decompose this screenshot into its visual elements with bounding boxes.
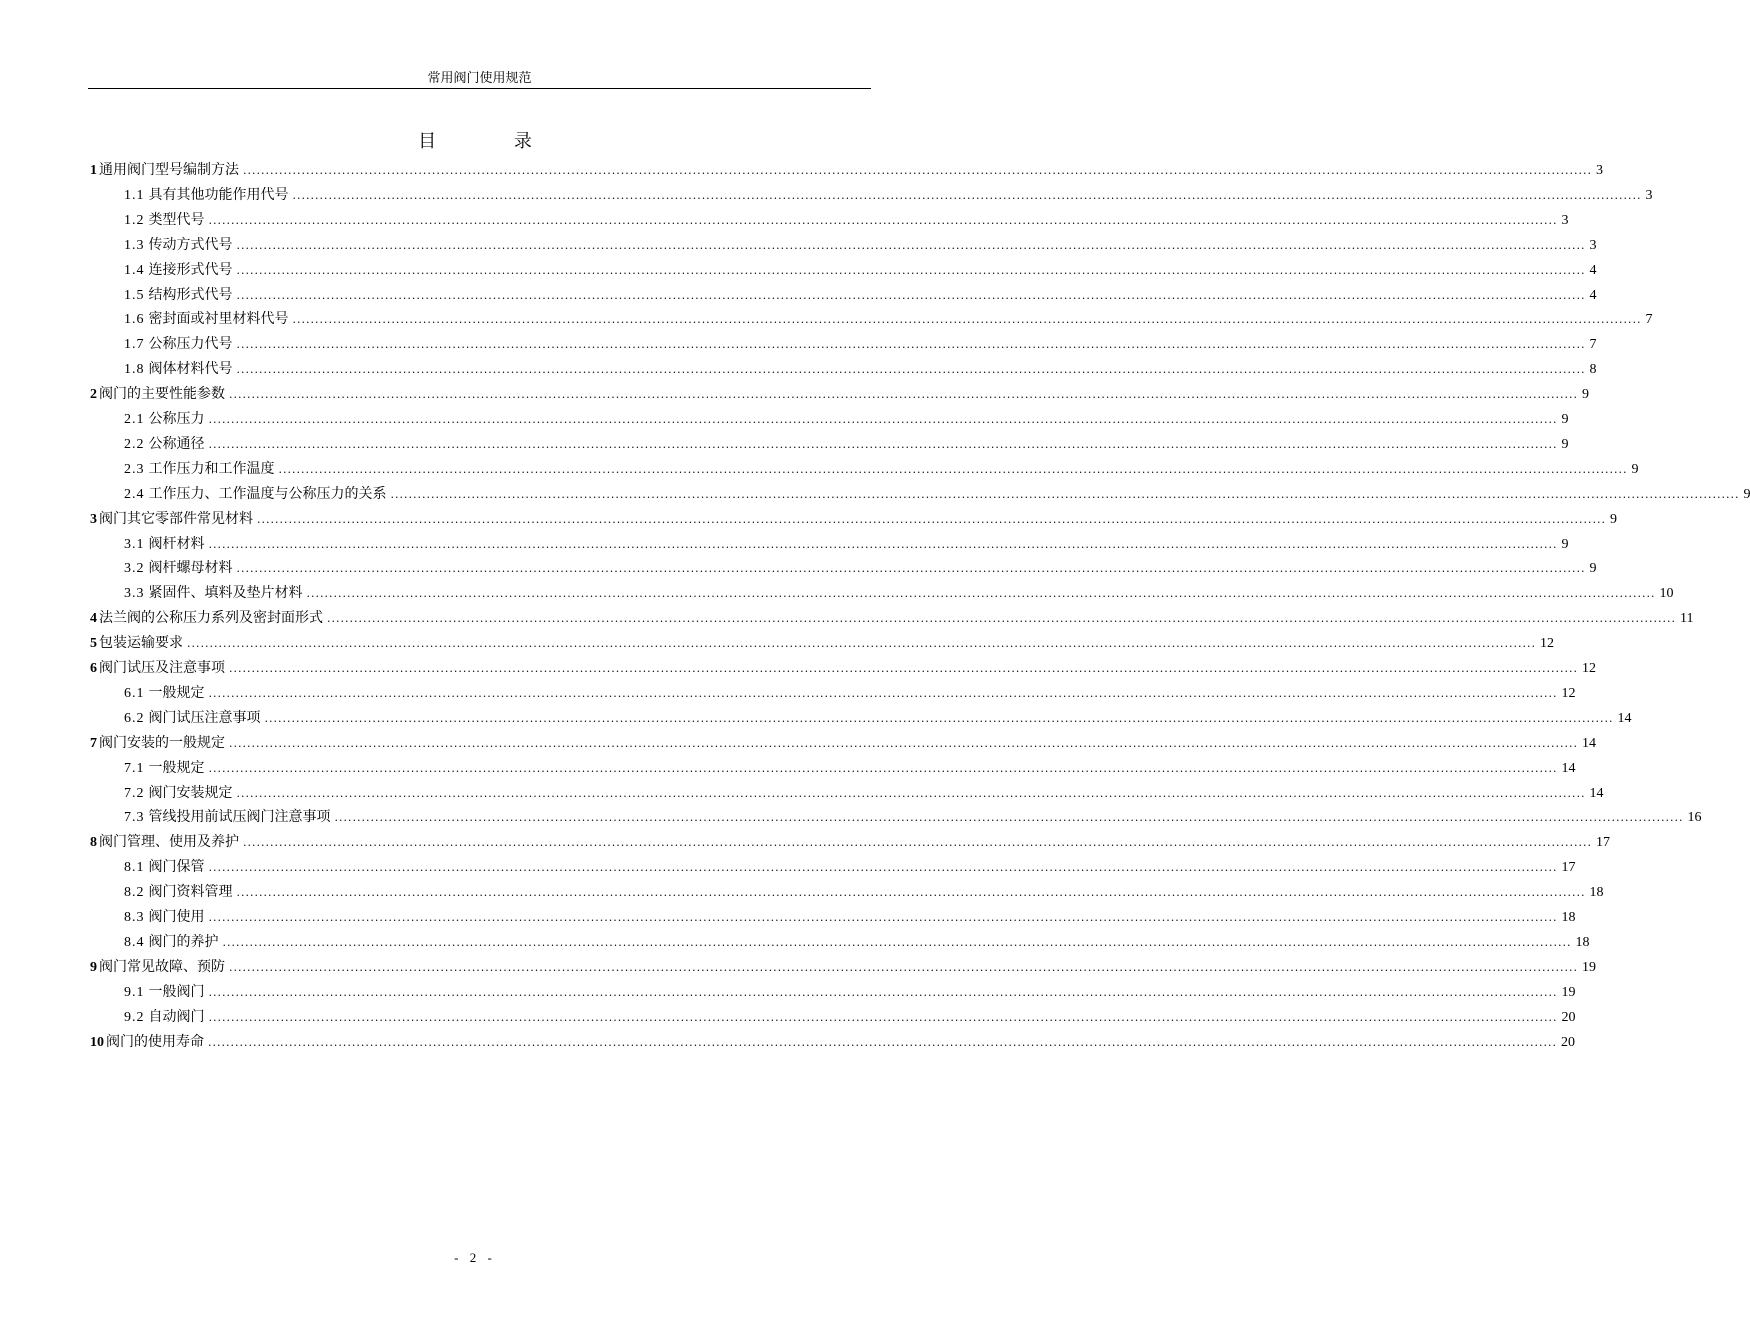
toc-entry-label: 阀门管理、使用及养护	[99, 834, 239, 851]
toc-leader-dots: ............................................................................................................................................................................................................................................................................................................	[208, 761, 1558, 775]
toc-entry-page: 8	[1589, 362, 1597, 378]
toc-leader-dots: ............................................................................................................................................................................................................................................................................................................	[222, 935, 1572, 949]
toc-entry[interactable]	[124, 855, 1576, 879]
toc-leader-dots: ............................................................................................................................................................................................................................................................................................................	[187, 637, 1536, 651]
toc-entry-number: 1.5	[124, 287, 145, 303]
toc-entry-page: 18	[1561, 910, 1576, 925]
toc-entry-label: 阀门安装规定	[148, 784, 233, 801]
toc-entry[interactable]	[124, 283, 1597, 307]
toc-leader-dots: ............................................................................................................................................................................................................................................................................................................	[236, 786, 1586, 800]
toc-entry-label: 一般规定	[148, 684, 205, 701]
toc-entry-number: 8.3	[124, 910, 145, 925]
toc-leader-dots: ............................................................................................................................................................................................................................................................................................................	[208, 686, 1558, 700]
toc-entry-label: 阀门的使用寿命	[106, 1033, 204, 1050]
toc-leader-dots: ............................................................................................................................................................................................................................................................................................................	[229, 388, 1578, 402]
page-number: - 2 -	[454, 1250, 496, 1265]
toc-entry-label: 阀杆材料	[148, 535, 205, 552]
toc-entry-label: 阀门安装的一般规定	[99, 734, 225, 751]
toc-entry-label: 结构形式代号	[148, 286, 233, 303]
toc-entry[interactable]	[124, 482, 1750, 506]
toc-entry-label: 阀门的主要性能参数	[99, 386, 225, 403]
toc-entry-page: 20	[1560, 1034, 1575, 1050]
toc-entry-label: 阀体材料代号	[148, 361, 233, 378]
toc-entry-page: 9	[1609, 511, 1617, 527]
toc-entry-number: 7.2	[124, 785, 145, 801]
toc-entry[interactable]	[124, 258, 1597, 282]
toc-entry-number: 3.3	[124, 586, 145, 602]
toc-entry-number: 1.3	[124, 237, 145, 253]
toc-entry[interactable]	[124, 432, 1569, 456]
toc-entry-number: 6.1	[124, 685, 145, 701]
toc-entry[interactable]	[90, 731, 1596, 755]
toc-entry-number: 7.1	[124, 760, 145, 776]
toc-entry-number: 9	[90, 959, 97, 975]
toc-entry-page: 20	[1561, 1009, 1576, 1025]
toc-leader-dots: ............................................................................................................................................................................................................................................................................................................	[236, 238, 1586, 252]
toc-leader-dots: ............................................................................................................................................................................................................................................................................................................	[236, 562, 1586, 576]
toc-entry-page: 4	[1589, 287, 1597, 303]
toc-entry-page: 17	[1595, 835, 1610, 851]
toc-entry[interactable]	[124, 980, 1576, 1004]
toc-leader-dots: ............................................................................................................................................................................................................................................................................................................	[229, 736, 1578, 750]
toc-entry-page: 14	[1561, 760, 1576, 776]
toc-leader-dots: ............................................................................................................................................................................................................................................................................................................	[208, 213, 1558, 227]
toc-entry-number: 7	[90, 735, 97, 751]
toc-entry-page: 18	[1575, 934, 1590, 950]
toc-leader-dots: ............................................................................................................................................................................................................................................................................................................	[278, 462, 1628, 476]
toc-entry-page: 18	[1589, 885, 1604, 901]
toc-entry-number: 1	[90, 163, 97, 178]
toc-entry[interactable]	[124, 880, 1604, 904]
toc-entry-number: 3.1	[124, 536, 145, 552]
toc-entry-label: 紧固件、填料及垫片材料	[148, 585, 303, 602]
toc-entry-number: 1.6	[124, 312, 145, 328]
toc-entry[interactable]	[124, 357, 1597, 381]
toc-entry-page: 10	[1659, 586, 1674, 602]
toc-entry-page: 14	[1589, 785, 1604, 801]
toc-entry-label: 工作压力、工作温度与公称压力的关系	[148, 485, 387, 502]
toc-entry-number: 2	[90, 387, 97, 403]
toc-leader-dots: ............................................................................................................................................................................................................................................................................................................	[257, 512, 1606, 526]
toc-entry-number: 6	[90, 661, 97, 676]
toc-entry-page: 14	[1581, 735, 1596, 751]
toc-entry-label: 阀门使用	[148, 909, 205, 925]
toc-leader-dots: ............................................................................................................................................................................................................................................................................................................	[229, 960, 1578, 974]
toc-entry-label: 阀门保管	[148, 859, 205, 876]
toc-entry[interactable]	[124, 581, 1674, 605]
toc-leader-dots: ............................................................................................................................................................................................................................................................................................................	[236, 288, 1586, 302]
toc-leader-dots: ............................................................................................................................................................................................................................................................................................................	[264, 711, 1614, 725]
toc-entry-number: 3.2	[124, 561, 145, 577]
toc-leader-dots: ............................................................................................................................................................................................................................................................................................................	[208, 537, 1558, 551]
toc-entry[interactable]	[90, 631, 1554, 655]
toc-entry-page: 9	[1561, 412, 1569, 427]
toc-entry-page: 14	[1617, 710, 1632, 726]
toc-entry-label: 一般规定	[148, 759, 205, 776]
toc-entry-page: 12	[1539, 636, 1554, 652]
toc-entry-label: 具有其他功能作用代号	[148, 186, 289, 203]
toc-entry-label: 通用阀门型号编制方法	[99, 162, 239, 178]
toc-entry[interactable]	[90, 158, 1603, 182]
toc-entry[interactable]	[124, 756, 1576, 780]
toc-entry[interactable]	[124, 532, 1569, 556]
toc-entry[interactable]	[124, 781, 1604, 805]
toc-entry-label: 管线投用前试压阀门注意事项	[148, 809, 331, 826]
toc-entry-label: 连接形式代号	[148, 261, 233, 278]
toc-leader-dots: ............................................................................................................................................................................................................................................................................................................	[208, 861, 1558, 875]
toc-entry[interactable]	[124, 457, 1639, 481]
toc-leader-dots: ............................................................................................................................................................................................................................................................................................................	[334, 811, 1684, 825]
toc-entry[interactable]	[90, 955, 1596, 979]
toc-entry-page: 17	[1561, 860, 1576, 876]
toc-entry-label: 阀门常见故障、预防	[99, 958, 225, 975]
toc-entry-page: 3	[1589, 237, 1597, 253]
toc-entry[interactable]	[124, 930, 1590, 954]
toc-entry-page: 9	[1581, 387, 1589, 403]
toc-entry[interactable]	[124, 1005, 1576, 1029]
toc-leader-dots: ............................................................................................................................................................................................................................................................................................................	[236, 886, 1586, 900]
toc-leader-dots: ............................................................................................................................................................................................................................................................................................................	[292, 188, 1642, 202]
toc-entry[interactable]	[124, 905, 1576, 929]
toc-entry-label: 阀门试压及注意事项	[99, 660, 225, 676]
toc-entry-number: 9.2	[124, 1009, 145, 1025]
toc-entry-number: 8.4	[124, 934, 145, 950]
toc-entry-page: 9	[1631, 461, 1639, 477]
toc-leader-dots: ............................................................................................................................................................................................................................................................................................................	[208, 911, 1558, 924]
running-header	[88, 70, 871, 89]
toc-entry-number: 7.3	[124, 810, 145, 826]
toc-entry-label: 传动方式代号	[148, 236, 233, 253]
toc-entry[interactable]	[90, 606, 1694, 630]
toc-leader-dots: ............................................................................................................................................................................................................................................................................................................	[208, 413, 1558, 426]
toc-entry[interactable]	[124, 332, 1597, 356]
toc-entry-label: 阀杆螺母材料	[148, 560, 233, 577]
toc-entry-label: 公称压力代号	[148, 336, 233, 353]
toc-entry-page: 7	[1589, 337, 1597, 353]
toc-entry-page: 11	[1679, 611, 1694, 627]
toc-leader-dots: ............................................................................................................................................................................................................................................................................................................	[208, 437, 1558, 451]
toc-entry-number: 2.4	[124, 486, 145, 502]
toc-entry[interactable]	[124, 233, 1597, 257]
toc-entry-number: 1.1	[124, 187, 145, 203]
toc-entry-number: 5	[90, 636, 97, 652]
toc-leader-dots: ............................................................................................................................................................................................................................................................................................................	[236, 338, 1586, 352]
toc-entry-number: 9.1	[124, 984, 145, 1000]
toc-entry-number: 2.3	[124, 461, 145, 477]
toc-leader-dots: ............................................................................................................................................................................................................................................................................................................	[208, 1035, 1557, 1049]
toc-entry-label: 公称通径	[148, 435, 205, 452]
toc-entry-page: 9	[1743, 486, 1750, 502]
toc-entry-label: 一般阀门	[148, 983, 205, 1000]
toc-leader-dots: ............................................................................................................................................................................................................................................................................................................	[243, 836, 1592, 850]
toc-entry[interactable]	[90, 1030, 1575, 1054]
toc-entry-page: 7	[1645, 312, 1653, 328]
toc-entry-page: 3	[1561, 212, 1569, 228]
toc-entry[interactable]	[90, 382, 1589, 406]
toc-entry-number: 1.8	[124, 362, 145, 378]
toc-entry[interactable]	[90, 830, 1610, 854]
toc-entry-number: 1.7	[124, 337, 145, 353]
toc-entry-page: 9	[1561, 436, 1569, 452]
toc-entry-page: 9	[1561, 536, 1569, 552]
toc-entry-number: 2.2	[124, 436, 145, 452]
toc-entry-label: 类型代号	[148, 211, 205, 228]
toc-entry-page: 12	[1561, 685, 1576, 701]
toc-entry-page: 12	[1581, 661, 1596, 676]
toc-leader-dots: ............................................................................................................................................................................................................................................................................................................	[243, 164, 1592, 177]
toc-entry-number: 10	[90, 1034, 104, 1050]
toc-entry-label: 阀门试压注意事项	[148, 709, 261, 726]
toc-leader-dots: ............................................................................................................................................................................................................................................................................................................	[236, 263, 1586, 277]
toc-entry-page: 3	[1595, 163, 1603, 178]
toc-entry-page: 16	[1687, 810, 1702, 826]
toc-entry[interactable]	[124, 307, 1653, 331]
header-title: 常用阀门使用规范	[427, 71, 532, 86]
toc-entry-number: 1.4	[124, 262, 145, 278]
toc-leader-dots: ............................................................................................................................................................................................................................................................................................................	[292, 313, 1642, 327]
toc-entry-number: 8.2	[124, 885, 145, 901]
toc-leader-dots: ............................................................................................................................................................................................................................................................................................................	[208, 985, 1558, 999]
toc-entry[interactable]	[124, 681, 1576, 705]
toc-title: 目 录	[418, 131, 568, 152]
toc-entry[interactable]	[124, 805, 1702, 829]
toc-leader-dots: ............................................................................................................................................................................................................................................................................................................	[390, 487, 1740, 501]
toc-entry-page: 19	[1561, 984, 1576, 1000]
toc-entry[interactable]	[124, 407, 1569, 431]
toc-entry-page: 4	[1589, 262, 1597, 278]
toc-entry-label: 工作压力和工作温度	[148, 460, 275, 477]
toc-entry-number: 4	[90, 611, 97, 627]
toc-entry[interactable]	[124, 556, 1597, 580]
toc-entry-label: 公称压力	[148, 411, 205, 427]
toc-entry[interactable]	[124, 706, 1632, 730]
toc-entry-number: 8.1	[124, 860, 145, 876]
toc-entry-label: 自动阀门	[148, 1008, 205, 1025]
toc-entry-label: 密封面或衬里材料代号	[148, 311, 289, 328]
toc-entry[interactable]	[90, 656, 1596, 680]
toc-entry-label: 阀门资料管理	[148, 884, 233, 901]
toc-entry-label: 阀门的养护	[148, 933, 219, 950]
toc-entry[interactable]	[90, 507, 1617, 531]
toc-entry-page: 19	[1581, 959, 1596, 975]
toc-entry-number: 1.2	[124, 212, 145, 228]
toc-entry-label: 法兰阀的公称压力系列及密封面形式	[99, 610, 323, 627]
toc-entry[interactable]	[124, 183, 1653, 207]
toc-leader-dots: ............................................................................................................................................................................................................................................................................................................	[327, 612, 1676, 626]
toc-entry-number: 2.1	[124, 412, 145, 427]
toc-entry-page: 9	[1589, 561, 1597, 577]
toc-entry[interactable]	[124, 208, 1569, 232]
toc-leader-dots: ............................................................................................................................................................................................................................................................................................................	[236, 363, 1586, 377]
toc-leader-dots: ............................................................................................................................................................................................................................................................................................................	[306, 587, 1656, 601]
toc-leader-dots: ............................................................................................................................................................................................................................................................................................................	[208, 1010, 1558, 1024]
toc-entry-number: 3	[90, 511, 97, 527]
toc-entry-label: 包装运输要求	[99, 635, 183, 652]
toc-entry-page: 3	[1645, 187, 1653, 203]
toc-entry-number: 6.2	[124, 710, 145, 726]
toc-entry-label: 阀门其它零部件常见材料	[99, 510, 253, 527]
toc-entry-number: 8	[90, 835, 97, 851]
toc-leader-dots: ............................................................................................................................................................................................................................................................................................................	[229, 662, 1578, 675]
